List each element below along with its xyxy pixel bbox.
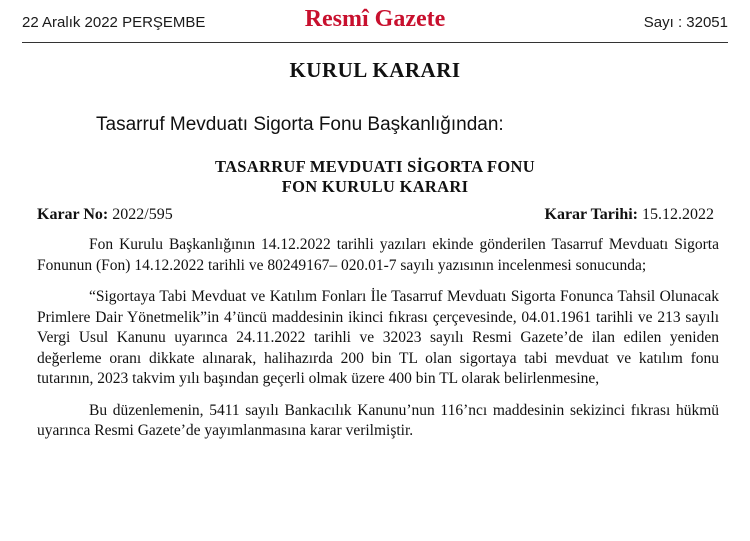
section-title: KURUL KARARI [289, 58, 461, 82]
paragraph: Bu düzenlemenin, 5411 sayılı Bankacılık Kanunu’nun 116’ncı maddesinin sekizinci fıkrası hükmü uyarınca Resmi Gazete’de yayımlanmasına karar verilmiştir. [37, 401, 719, 439]
issuing-authority: Tasarruf Mevduatı Sigorta Fonu Başkanlığından: [96, 114, 504, 135]
header-divider [22, 42, 728, 43]
decision-date [545, 206, 715, 224]
issue-date: 22 Aralık 2022 PERŞEMBE [22, 14, 206, 31]
decision-number [37, 206, 173, 224]
decision-date-label: Karar Tarihi: [544, 206, 638, 223]
subheading-line-1: TASARRUF MEVDUATI SİGORTA FONU [215, 157, 535, 176]
subheading-line-2: FON KURULU KARARI [281, 177, 469, 196]
paragraph: Fon Kurulu Başkanlığının 14.12.2022 tarihli yazıları ekinde gönderilen Tasarruf Mevduatı Sigorta Fonunun (Fon) 14.12.2022 tarihli ve 80249167– 020.01-7 sayılı yazısının incelenmesi sonucunda; [37, 236, 719, 274]
decision-body [37, 235, 719, 453]
paragraph: “Sigortaya Tabi Mevduat ve Katılım Fonları İle Tasarruf Mevduatı Sigorta Fonunca Tahsil Olunacak Primlere Dair Yönetmelik”in 4’üncü maddesinin ikinci fıkrası çerçevesinde, 04.01.1961 tarihli ve 213 sayılı Vergi Usul Kanunu uyarınca 24.11.2022 tarihli ve 32023 sayılı Resmi Gazete’de ilan edilen yeniden değerleme oranı dikkate alınarak, halihazırda 200 bin TL olan sigortaya tabi mevduat ve katılım fonu tutarının, 2023 takvim yılı başından geçerli olmak üzere 400 bin TL olarak belirlenmesine, [37, 288, 719, 387]
issue-number: Sayı : 32051 [643, 14, 728, 31]
gazette-header [0, 0, 750, 44]
gazette-title: Resmî Gazete [304, 6, 446, 32]
decision-number-label: Karar No: [37, 206, 109, 223]
decision-date-value: 15.12.2022 [642, 206, 714, 223]
decision-number-value: 2022/595 [112, 206, 173, 223]
